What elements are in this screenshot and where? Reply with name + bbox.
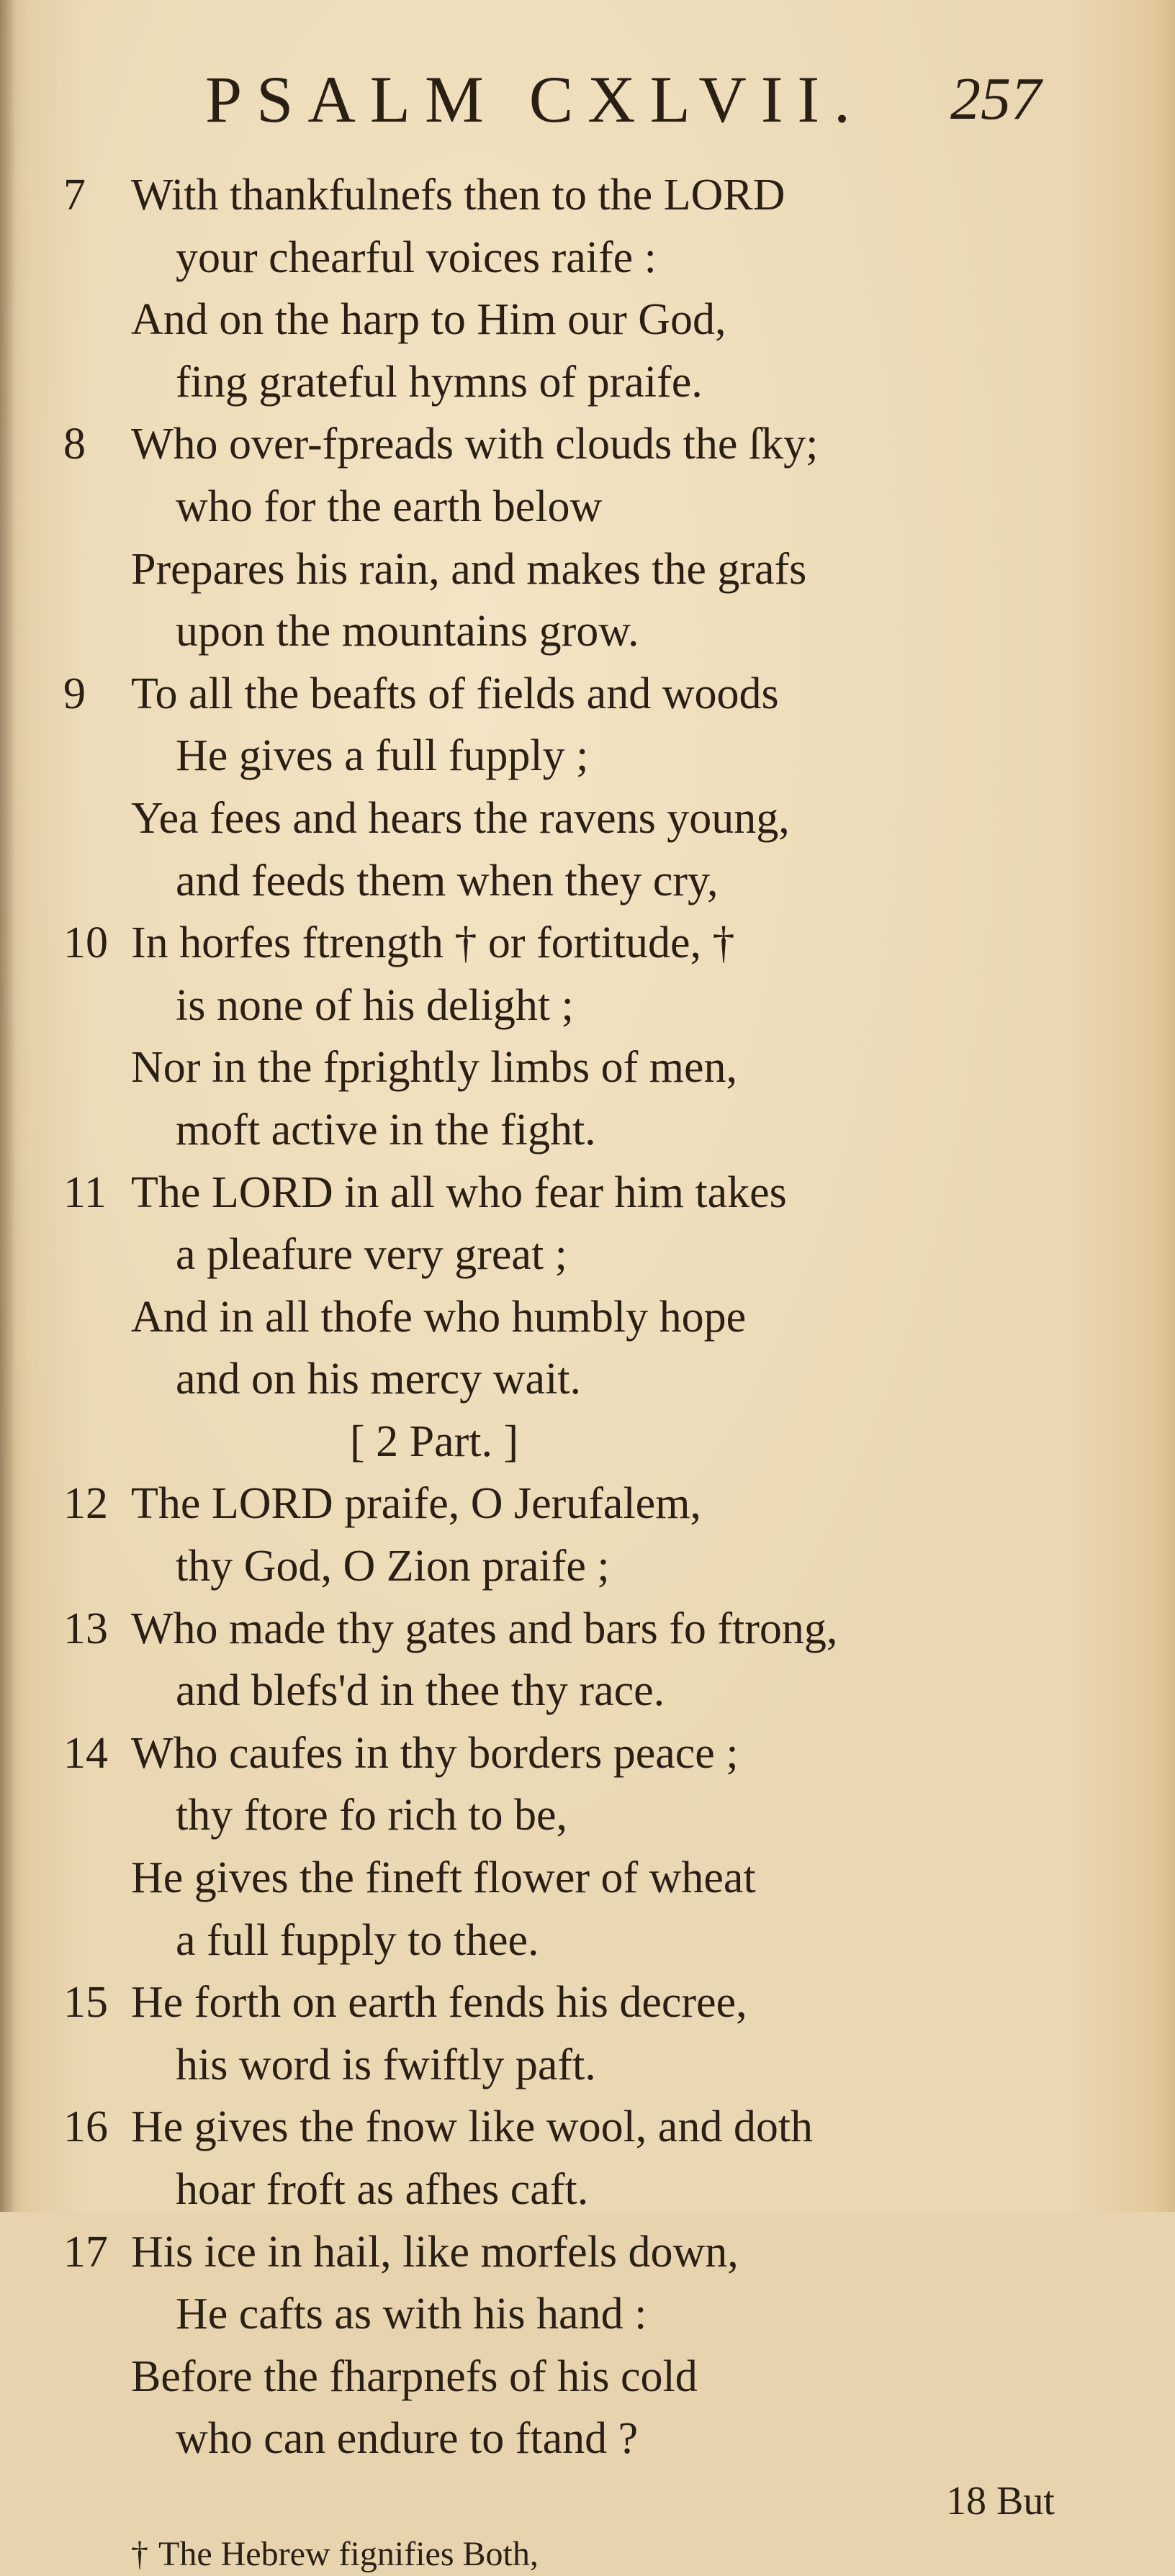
verse-number: 8	[63, 420, 86, 469]
verse-text: a pleafure very great ;	[176, 1230, 567, 1280]
verse-text: and feeds them when they cry,	[176, 856, 719, 905]
verse-text: And on the harp to Him our God,	[131, 295, 726, 345]
verse-text: moft active in the fight.	[176, 1105, 596, 1154]
verse-number: 12	[63, 1479, 108, 1529]
footnote-mark: †	[131, 2534, 148, 2573]
verse-text: He gives the fineft flower of wheat	[131, 1853, 756, 1903]
verse-line	[0, 2283, 1175, 2346]
part-heading: [ 2 Part. ]	[350, 1416, 519, 1466]
verse-line	[0, 2221, 1175, 2284]
verse-line	[0, 1224, 1175, 1286]
page-number: 257	[950, 65, 1041, 132]
verse-text: thy God, O Zion praife ;	[176, 1542, 610, 1591]
verse-line	[0, 1847, 1175, 1910]
verse-line	[0, 663, 1175, 726]
verse-line	[0, 2034, 1175, 2097]
verse-line	[0, 1099, 1175, 1162]
verse-line	[0, 1660, 1175, 1722]
verse-line	[0, 1535, 1175, 1598]
verse-line	[0, 1036, 1175, 1099]
verse-text: Prepares his rain, and makes the grafs	[131, 544, 807, 594]
verse-text: who for the earth below	[176, 482, 603, 531]
verse-line	[0, 2096, 1175, 2159]
psalm-text	[0, 164, 1175, 2576]
verse-text: his word is fwiftly paft.	[176, 2040, 596, 2089]
verse-text: Who over-fpreads with clouds the ſky;	[131, 420, 819, 469]
verse-line	[0, 476, 1175, 538]
verse-line	[0, 1411, 1175, 1473]
footnote-line	[0, 2533, 1175, 2576]
verse-line	[0, 912, 1175, 975]
verse-text: The LORD praife, O Jerufalem,	[131, 1479, 701, 1529]
verse-line	[0, 725, 1175, 787]
verse-number: 14	[63, 1728, 108, 1778]
verse-line	[0, 413, 1175, 476]
verse-text: In horfes ftrength † or fortitude, †	[131, 918, 735, 968]
verse-text: He gives the fnow like wool, and doth	[131, 2102, 814, 2152]
page-header	[194, 56, 1058, 143]
verse-text: Who caufes in thy borders peace ;	[131, 1728, 739, 1778]
verse-line	[0, 1598, 1175, 1660]
verse-line	[0, 351, 1175, 414]
verse-text: Nor in the fprightly limbs of men,	[131, 1043, 738, 1093]
verse-text: Before the fharpnefs of his cold	[131, 2351, 698, 2401]
verse-text: your chearful voices raife :	[176, 232, 657, 282]
verse-text: He forth on earth fends his decree,	[131, 1978, 747, 2028]
verse-line	[0, 1348, 1175, 1411]
verse-line	[0, 1784, 1175, 1847]
verse-line	[0, 1162, 1175, 1224]
verse-number: 11	[63, 1167, 107, 1217]
verse-line	[0, 787, 1175, 850]
verse-text: His ice in hail, like morfels down,	[131, 2227, 739, 2277]
verse-text: Who made thy gates and bars fo ftrong,	[131, 1604, 838, 1653]
verse-line	[0, 1286, 1175, 1349]
verse-text: thy ftore fo rich to be,	[176, 1791, 568, 1840]
verse-line	[0, 850, 1175, 913]
footnote	[131, 2533, 539, 2576]
verse-line	[0, 600, 1175, 663]
running-head: PSALM CXLVII.	[205, 63, 865, 136]
verse-text: who can endure to ftand ?	[176, 2414, 639, 2464]
verse-line	[0, 1971, 1175, 2034]
verse-text: upon the mountains grow.	[176, 607, 639, 656]
verse-text: And in all thofe who humbly hope	[131, 1292, 747, 1342]
verse-line	[0, 164, 1175, 227]
verse-number: 10	[63, 918, 108, 968]
verse-text: and on his mercy wait.	[176, 1355, 582, 1404]
verse-text: With thankfulnefs then to the LORD	[131, 171, 785, 220]
verse-line	[0, 975, 1175, 1037]
verse-number: 15	[63, 1978, 108, 2028]
verse-text: He gives a full fupply ;	[176, 731, 589, 781]
verse-line	[0, 2346, 1175, 2408]
verse-text: Yea fees and hears the ravens young,	[131, 793, 790, 843]
verse-number: 17	[63, 2227, 108, 2277]
verse-text: a full fupply to thee.	[176, 1915, 539, 1965]
verse-text: and blefs'd in thee thy race.	[176, 1666, 665, 1716]
footnote-text: The Hebrew fignifies Both,	[158, 2534, 539, 2573]
verse-text: He cafts as with his hand :	[176, 2290, 647, 2339]
verse-number: 7	[63, 171, 86, 220]
verse-line	[0, 1722, 1175, 1785]
verse-line	[0, 227, 1175, 289]
verse-line	[0, 2408, 1175, 2470]
verse-text: hoar froft as afhes caft.	[176, 2165, 589, 2214]
verse-number: 9	[63, 669, 86, 718]
catchword: 18 But	[946, 2478, 1055, 2523]
verse-text: fing grateful hymns of praife.	[176, 357, 703, 407]
verse-line	[0, 1473, 1175, 1535]
verse-text: is none of his delight ;	[176, 980, 574, 1030]
verse-text: The LORD in all who fear him takes	[131, 1167, 787, 1217]
verse-line	[0, 538, 1175, 601]
verse-line	[0, 289, 1175, 351]
verse-number: 13	[63, 1604, 108, 1653]
catchword-line	[0, 2470, 1175, 2533]
verse-line	[0, 1910, 1175, 1972]
verse-number: 16	[63, 2102, 108, 2152]
verse-text: To all the beafts of fields and woods	[131, 669, 779, 718]
